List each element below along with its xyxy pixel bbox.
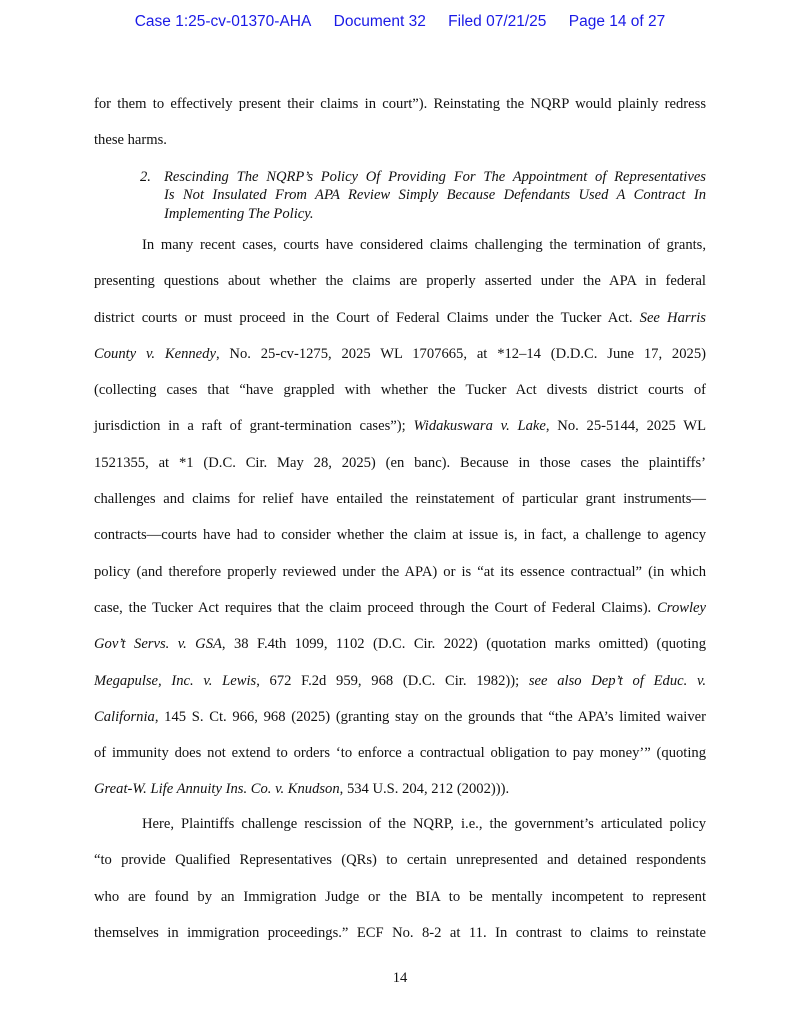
header-document-number: Document 32: [333, 13, 426, 30]
header-page-count: Page 14 of 27: [568, 13, 666, 30]
text-line: jurisdiction in a raft of grant-termination cases”); Widakuswara v. Lake, No. 25-5144, 2025 WL: [94, 418, 706, 435]
header-case-number: Case 1:25-cv-01370-AHA: [134, 13, 312, 30]
text-line: district courts or must proceed in the Court of Federal Claims under the Tucker Act. See Harris: [94, 309, 706, 326]
text-line: who are found by an Immigration Judge or the BIA to be mentally incompetent to represent: [94, 888, 706, 905]
heading-line: Implementing The Policy.: [164, 205, 314, 222]
text-line: themselves in immigration proceedings.” ECF No. 8-2 at 11. In contrast to claims to reinstate: [94, 924, 706, 941]
text-line: these harms.: [94, 132, 167, 149]
text-line: for them to effectively present their claims in court”). Reinstating the NQRP would plainly redress: [94, 96, 706, 112]
text-line: contracts—courts have had to consider whether the claim at issue is, in fact, a challenge to agency: [94, 527, 706, 544]
text-line: Great-W. Life Annuity Ins. Co. v. Knudson, 534 U.S. 204, 212 (2002))).: [94, 781, 510, 798]
citation-italic: Crowley: [657, 599, 706, 616]
citation-italic: Gov’t Servs. v. GSA: [94, 636, 222, 653]
paragraph-grants-cases: [94, 227, 706, 808]
paragraph-continuation: [94, 86, 706, 159]
text-line: Megapulse, Inc. v. Lewis, 672 F.2d 959, 968 (D.C. Cir. 1982)); see also Dep’t of Educ. v.: [94, 672, 706, 689]
citation-italic: California: [94, 708, 155, 725]
citation-italic: Great-W. Life Annuity Ins. Co. v. Knudson: [94, 781, 340, 798]
text-line: presenting questions about whether the claims are properly asserted under the APA in federal: [94, 273, 706, 290]
heading-number: 2.: [140, 169, 151, 185]
citation-italic: See Harris: [639, 309, 706, 326]
citation-italic: see also Dep’t of Educ. v.: [528, 672, 706, 689]
text-line: policy (and therefore properly reviewed under the APA) or is “at its essence contractual” (in which: [94, 563, 706, 580]
text-line: California, 145 S. Ct. 966, 968 (2025) (granting stay on the grounds that “the APA’s limited waiver: [94, 708, 706, 725]
text-line: challenges and claims for relief have entailed the reinstatement of particular grant instruments—: [94, 491, 706, 508]
text-line: Here, Plaintiffs challenge rescission of the NQRP, i.e., the government’s articulated policy: [142, 816, 706, 832]
citation-italic: Megapulse, Inc. v. Lewis: [94, 672, 257, 689]
paragraph-nqrp-rescission: [94, 806, 706, 951]
section-heading: [140, 168, 706, 223]
text-line: In many recent cases, courts have considered claims challenging the termination of grants,: [142, 237, 706, 253]
heading-line: Rescinding The NQRP’s Policy Of Providing For The Appointment of Representatives: [164, 169, 706, 185]
citation-italic: Widakuswara v. Lake: [413, 418, 546, 435]
text-line: 1521355, at *1 (D.C. Cir. May 28, 2025) (en banc). Because in those cases the plaintiffs’: [94, 454, 706, 471]
text-line: of immunity does not extend to orders ‘to enforce a contractual obligation to pay money’” (quoting: [94, 745, 706, 762]
text-line: case, the Tucker Act requires that the claim proceed through the Court of Federal Claims). Crowley: [94, 599, 706, 616]
citation-italic: County v. Kennedy: [94, 345, 216, 362]
page-number: 14: [392, 970, 408, 986]
text-line: (collecting cases that “have grappled with whether the Tucker Act divests district courts of: [94, 382, 706, 399]
heading-line: Is Not Insulated From APA Review Simply Because Defendants Used A Contract In: [164, 187, 706, 204]
header-filed-date: Filed 07/21/25: [448, 13, 547, 30]
text-line: “to provide Qualified Representatives (QRs) to certain unrepresented and detained respondents: [94, 852, 706, 869]
text-line: County v. Kennedy, No. 25-cv-1275, 2025 WL 1707665, at *12–14 (D.D.C. June 17, 2025): [94, 345, 706, 362]
text-line: Gov’t Servs. v. GSA, 38 F.4th 1099, 1102 (D.C. Cir. 2022) (quotation marks omitted) (quoting: [94, 636, 706, 653]
ecf-header: [0, 13, 800, 31]
